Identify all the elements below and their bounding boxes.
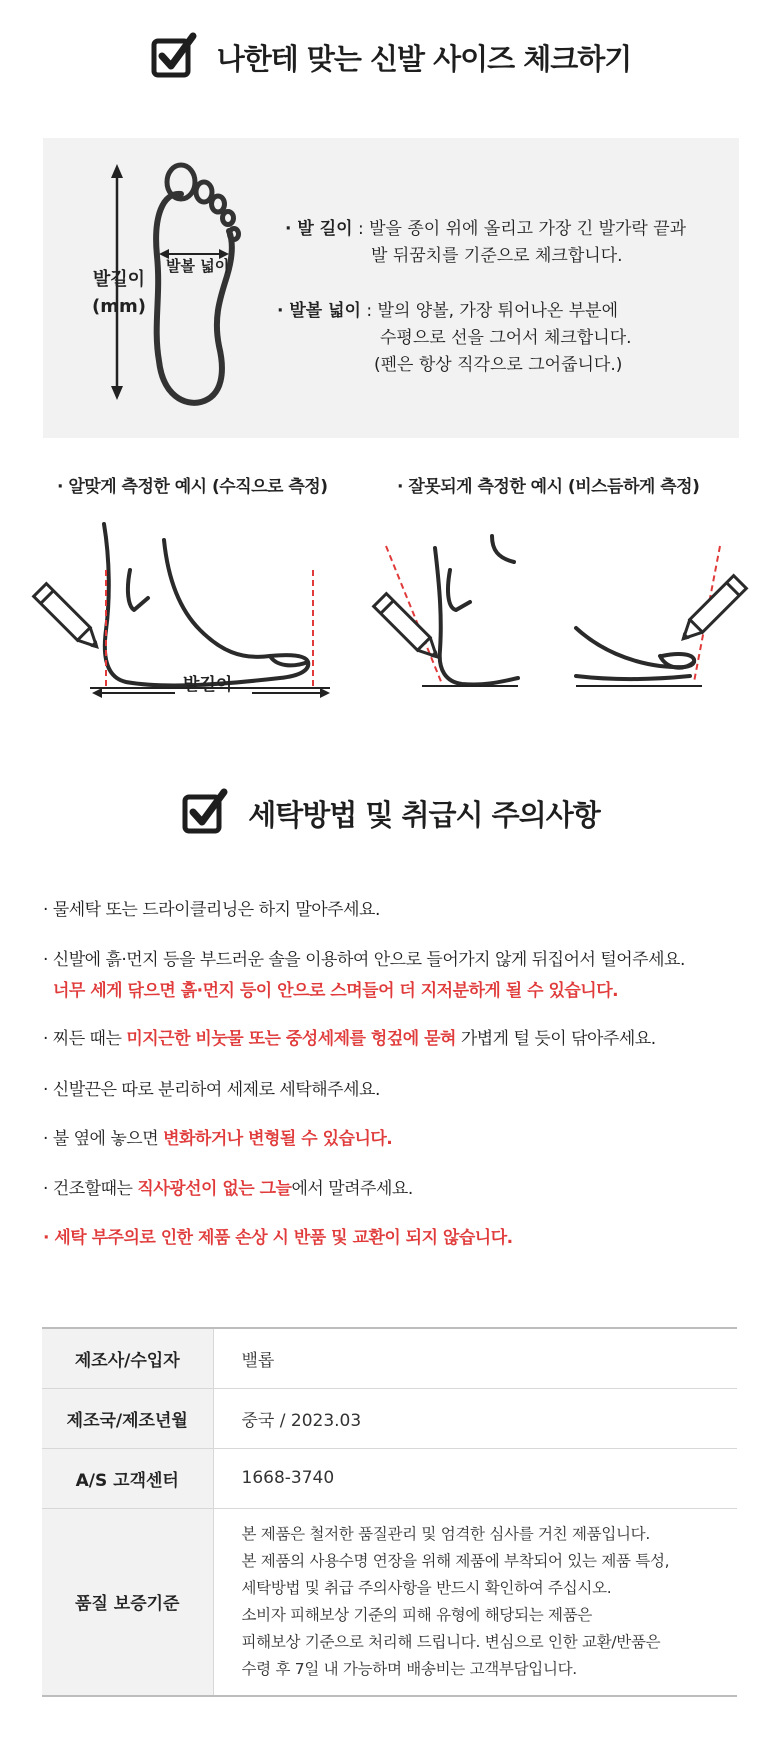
wash-item bbox=[43, 1223, 513, 1248]
wash-item bbox=[43, 1024, 656, 1049]
wash-text: · 물세탁 또는 드라이클리닝은 하지 말아주세요. bbox=[43, 900, 380, 920]
warning-text: 직사광선이 없는 그늘 bbox=[137, 1179, 292, 1199]
warning-text: 변화하거나 변형될 수 있습니다. bbox=[163, 1129, 393, 1149]
wrong-example-toe bbox=[576, 628, 694, 679]
wash-text: 에서 말려주세요. bbox=[291, 1179, 413, 1199]
origin-date-label: 제조국/제조년월 bbox=[42, 1388, 213, 1448]
table-row bbox=[42, 1388, 737, 1448]
as-center-label: A/S 고객센터 bbox=[42, 1448, 213, 1508]
correct-measure-title: · 알맞게 측정한 예시 (수직으로 측정) bbox=[57, 477, 328, 497]
quality-standard-value: 본 제품은 철저한 품질관리 및 엄격한 심사를 거친 제품입니다. 본 제품의 사용수명 연장을 위해 제품에 부착되어 있는 제품 특성, 세탁방법 및 취급 주의사항을 반드시 확인하여 주십시오. 소비자 피해보상 기준의 피해 유형에 해당되는 제품은 피해보상 기준으로 처리해 드립니다. 변심으로 인한 교환/반품은 수령 후 7일 내 가능하며 배송비는 고객부담입니다. bbox=[213, 1508, 737, 1696]
foot-length-description: · 발 길이 : 발을 종이 위에 올리고 가장 긴 발가락 끝과 발 뒤꿈치를 기준으로 체크합니다. bbox=[285, 219, 687, 266]
foot-size-guide-box bbox=[43, 138, 739, 438]
foot-width-label: 발볼 넓이 bbox=[166, 257, 230, 275]
wash-care-title: 세탁방법 및 취급시 주의사항 bbox=[248, 797, 600, 832]
wash-text: · 신발에 흙·먼지 등을 부드러운 솔을 이용하여 안으로 들어가지 않게 뒤집어서 털어주세요. bbox=[43, 950, 685, 970]
wash-text: · 건조할때는 bbox=[43, 1179, 138, 1199]
product-info-table bbox=[42, 1327, 737, 1697]
foot-width-description: · 발볼 넓이 : 발의 양볼, 가장 튀어나온 부분에 수평으로 선을 그어서 체크합니다. (펜은 항상 직각으로 그어줍니다.) bbox=[277, 301, 632, 375]
foot-length-measure-label: 발길이 bbox=[183, 675, 233, 695]
wash-text: · 찌든 때는 bbox=[43, 1029, 127, 1049]
warning-text: 너무 세게 닦으면 흙·먼지 등이 안으로 스며들어 더 지저분하게 될 수 있습니다. bbox=[53, 981, 619, 1001]
wash-text: 가볍게 털 듯이 닦아주세요. bbox=[455, 1029, 656, 1049]
wash-item bbox=[43, 1174, 413, 1199]
wash-item bbox=[43, 1124, 392, 1149]
pencil-icon bbox=[34, 584, 103, 653]
wrong-measure-title: · 잘못되게 측정한 예시 (비스듬하게 측정) bbox=[397, 477, 700, 497]
quality-standard-label: 품질 보증기준 bbox=[42, 1508, 213, 1696]
wash-care-header bbox=[0, 788, 780, 838]
checkbox-check-icon bbox=[180, 788, 230, 838]
checkbox-check-icon bbox=[149, 32, 199, 82]
wash-item bbox=[43, 945, 685, 970]
warning-text: · 세탁 부주의로 인한 제품 손상 시 반품 및 교환이 되지 않습니다. bbox=[43, 1228, 513, 1248]
correct-example-foot bbox=[104, 524, 308, 685]
wrong-example-heel bbox=[435, 536, 518, 685]
measurement-illustration bbox=[30, 510, 750, 700]
manufacturer-label: 제조사/수입자 bbox=[42, 1328, 213, 1388]
wash-item bbox=[43, 1075, 380, 1100]
table-row bbox=[42, 1508, 737, 1696]
size-check-header bbox=[0, 32, 780, 82]
pencil-icon bbox=[374, 594, 443, 663]
manufacturer-value: 밸롭 bbox=[213, 1328, 737, 1388]
warning-text: 미지근한 비눗물 또는 중성세제를 헝겊에 묻혀 bbox=[126, 1029, 456, 1049]
as-center-value: 1668-3740 bbox=[213, 1448, 737, 1508]
table-row bbox=[42, 1448, 737, 1508]
foot-length-label: 발길이 (mm) bbox=[92, 269, 146, 317]
wash-text: · 신발끈은 따로 분리하여 세제로 세탁해주세요. bbox=[43, 1080, 380, 1100]
wash-text: · 불 옆에 놓으면 bbox=[43, 1129, 164, 1149]
wash-item bbox=[53, 976, 618, 1001]
table-row bbox=[42, 1328, 737, 1388]
wash-item bbox=[43, 895, 380, 920]
origin-date-value: 중국 / 2023.03 bbox=[213, 1388, 737, 1448]
size-check-title: 나한테 맞는 신발 사이즈 체크하기 bbox=[216, 41, 632, 76]
